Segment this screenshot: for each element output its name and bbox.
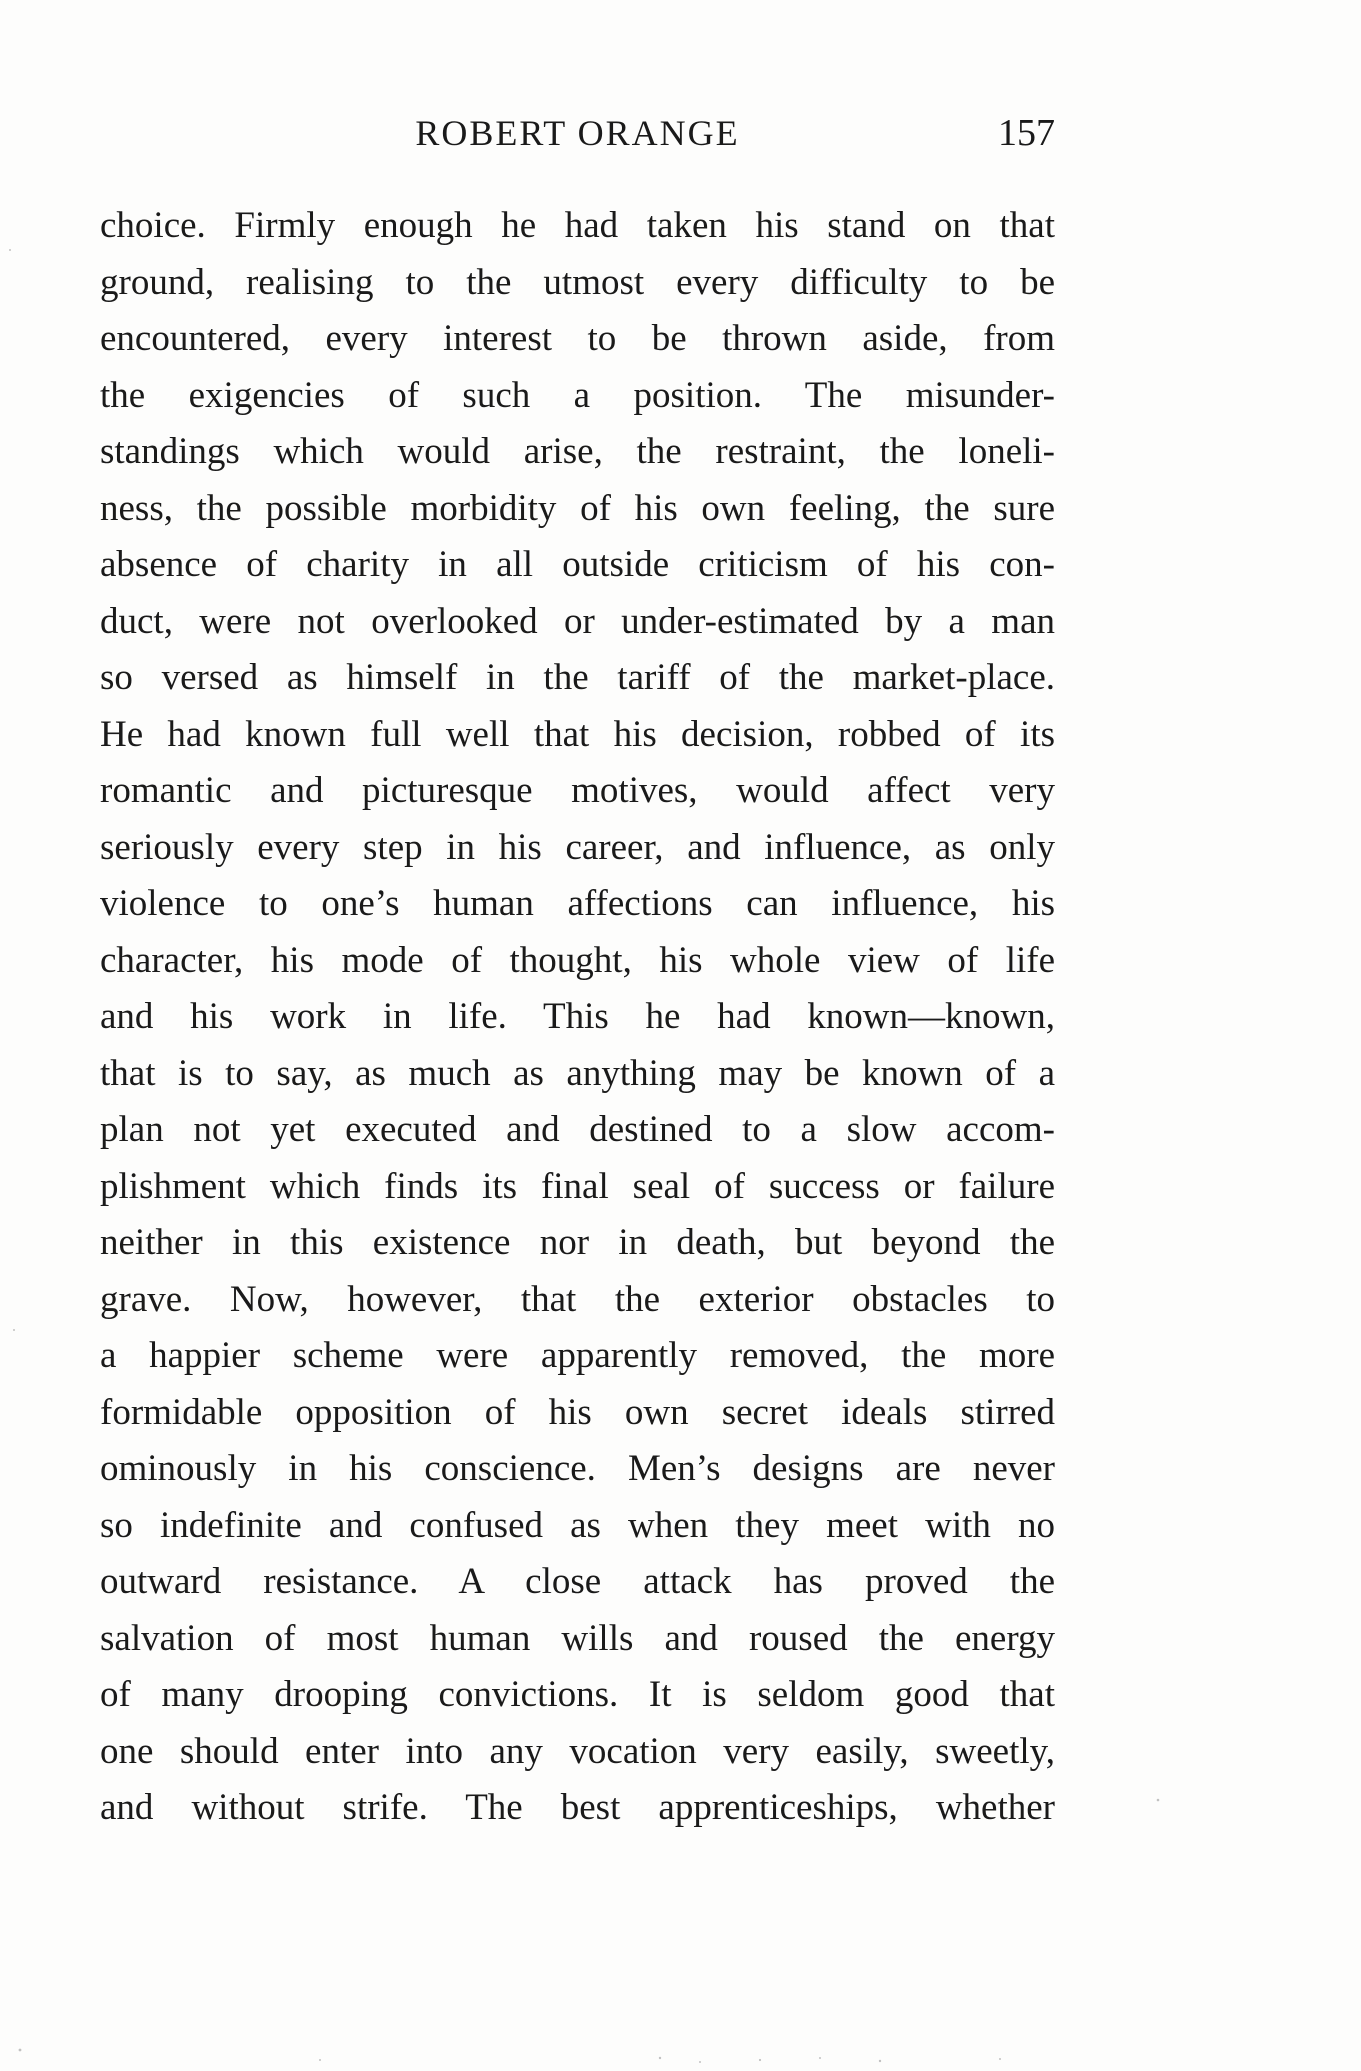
text-line: the exigencies of such a position. The misunder- <box>100 374 1055 416</box>
text-line: ground, realising to the utmost every difficulty to be <box>100 261 1055 303</box>
text-line: and without strife. The best apprenticeships, whether <box>100 1787 1055 1828</box>
text-line: formidable opposition of his own secret ideals stirred <box>100 1391 1055 1433</box>
text-line: so versed as himself in the tariff of the market-place. <box>100 657 1055 698</box>
text-line: and his work in life. This he had known—known, <box>100 996 1055 1037</box>
text-line: salvation of most human wills and roused the energy <box>100 1617 1055 1659</box>
text-line: one should enter into any vocation very easily, sweetly, <box>100 1730 1055 1772</box>
running-head <box>100 108 1055 158</box>
text-line: so indefinite and confused as when they meet with no <box>100 1504 1055 1546</box>
text-line: that is to say, as much as anything may be known of a <box>100 1052 1055 1094</box>
text-line: of many drooping convictions. It is seldom good that <box>100 1674 1055 1715</box>
text-line: duct, were not overlooked or under-estimated by a man <box>100 600 1055 642</box>
text-line: He had known full well that his decision, robbed of its <box>100 713 1055 755</box>
text-line: a happier scheme were apparently removed, the more <box>100 1335 1055 1376</box>
text-line: choice. Firmly enough he had taken his stand on that <box>100 205 1055 246</box>
running-title: ROBERT ORANGE <box>415 113 740 153</box>
text-line: absence of charity in all outside criticism of his con- <box>100 544 1055 585</box>
body-text <box>100 198 1055 1837</box>
text-line: encountered, every interest to be thrown aside, from <box>100 318 1055 359</box>
text-line: ness, the possible morbidity of his own feeling, the sure <box>100 487 1055 529</box>
text-line: plan not yet executed and destined to a slow accom- <box>100 1109 1055 1150</box>
page-number: 157 <box>998 112 1055 154</box>
text-line: neither in this existence nor in death, but beyond the <box>100 1222 1055 1263</box>
text-line: seriously every step in his career, and influence, as only <box>100 826 1055 868</box>
text-line: character, his mode of thought, his whole view of life <box>100 939 1055 981</box>
text-line: ominously in his conscience. Men’s designs are never <box>100 1448 1055 1489</box>
text-line: plishment which finds its final seal of success or failure <box>100 1165 1055 1207</box>
text-line: romantic and picturesque motives, would affect very <box>100 770 1055 811</box>
text-line: violence to one’s human affections can influence, his <box>100 883 1055 924</box>
text-line: outward resistance. A close attack has proved the <box>100 1561 1055 1602</box>
text-line: standings which would arise, the restraint, the loneli- <box>100 431 1055 472</box>
text-line: grave. Now, however, that the exterior obstacles to <box>100 1278 1055 1320</box>
